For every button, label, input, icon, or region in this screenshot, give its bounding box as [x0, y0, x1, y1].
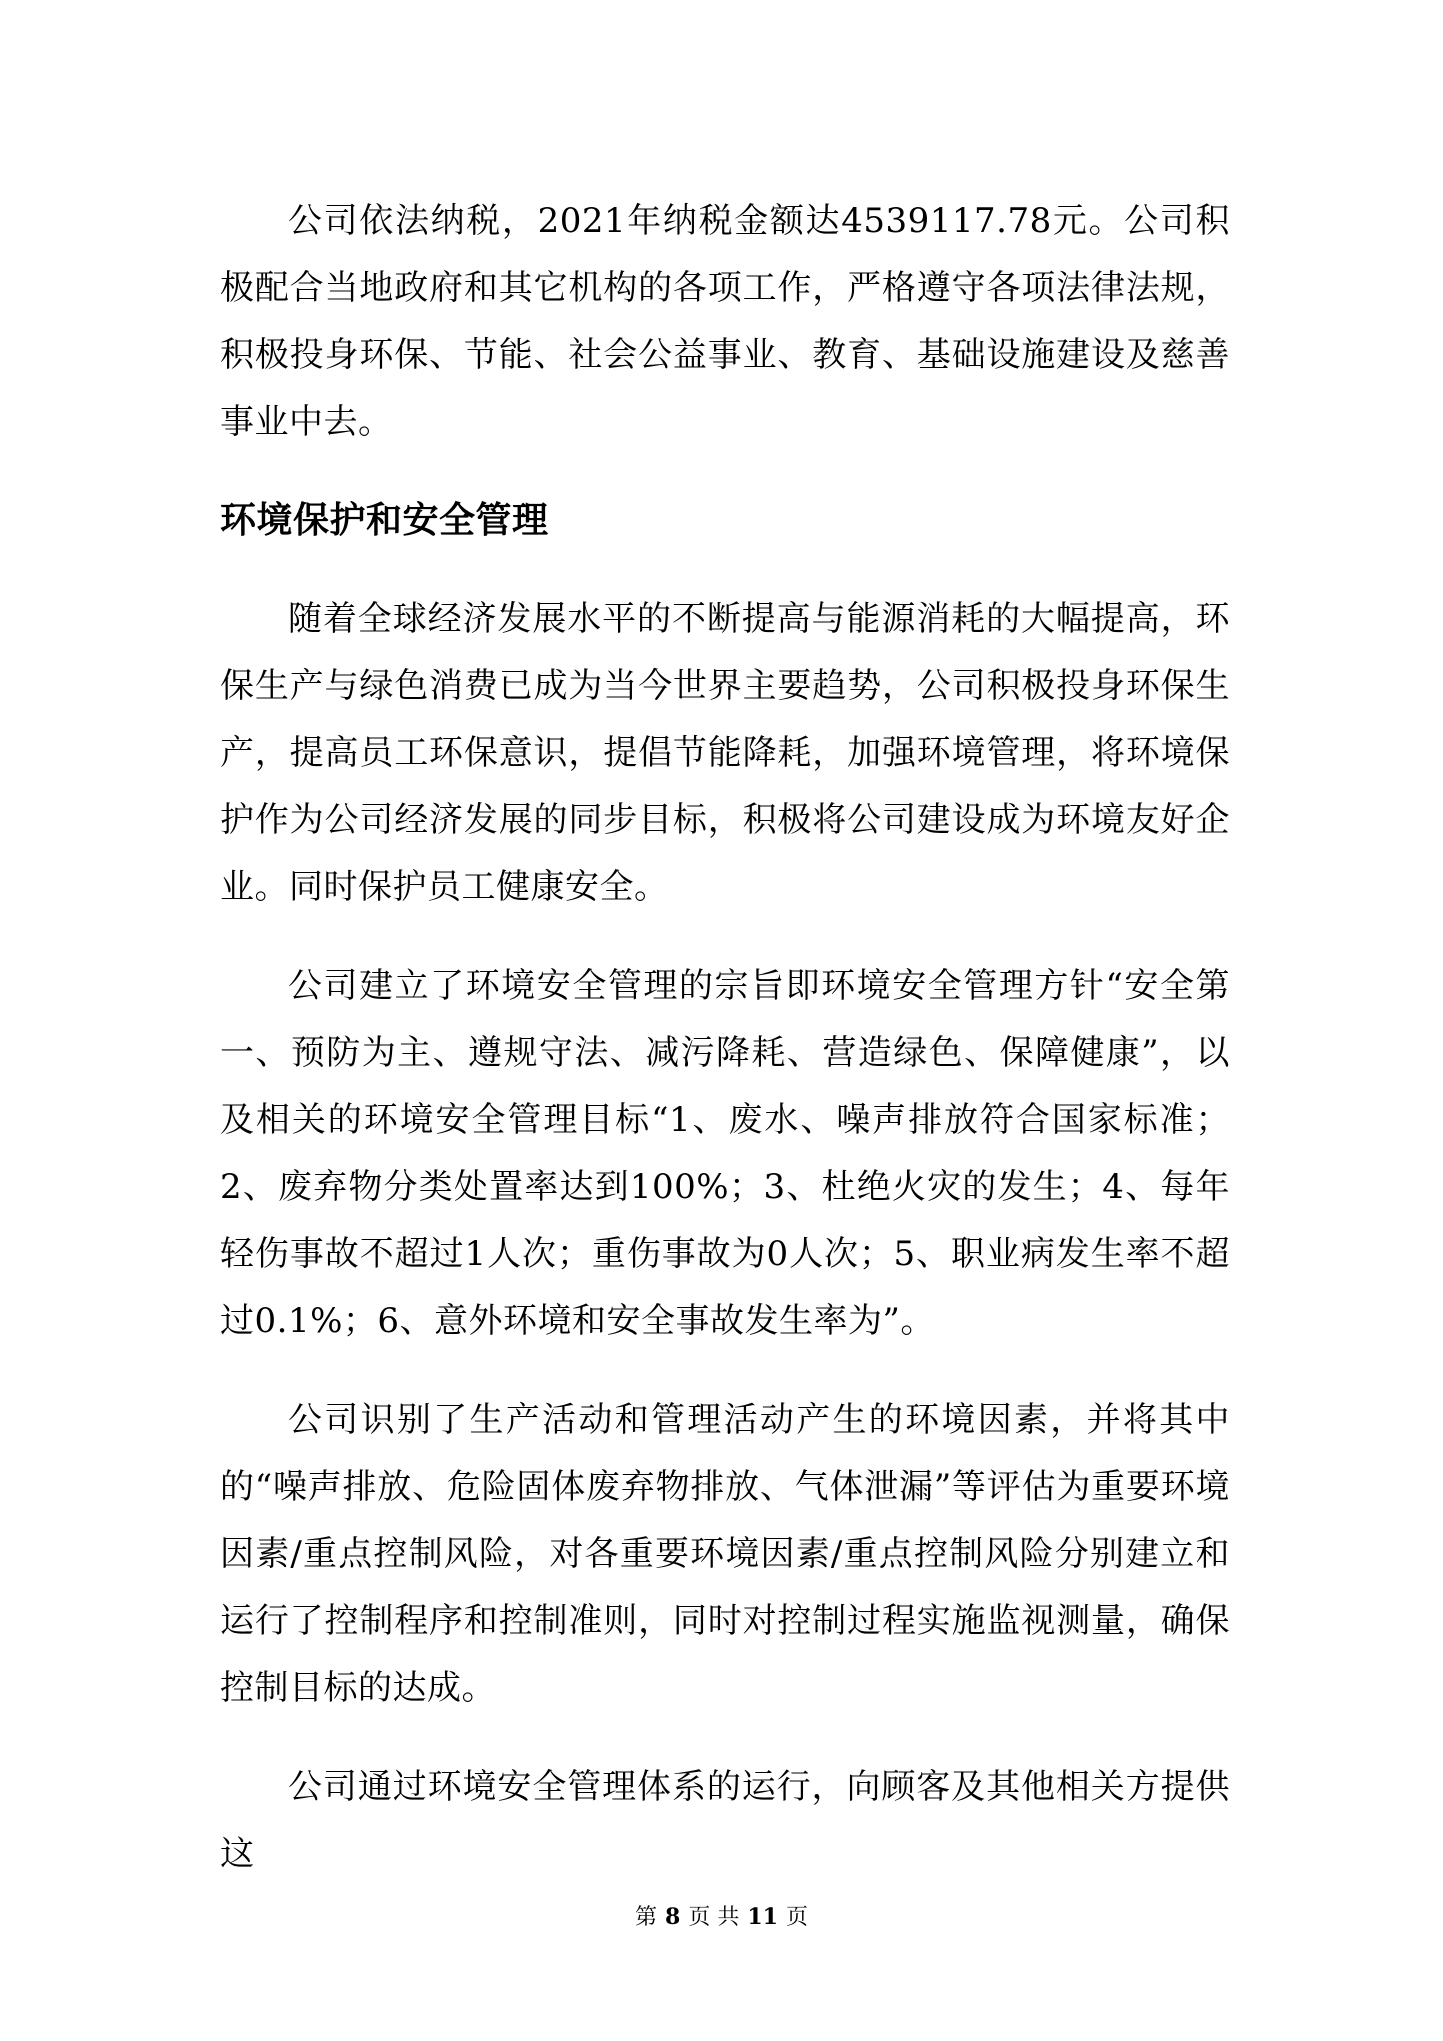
paragraph-policy-goals: 公司建立了环境安全管理的宗旨即环境安全管理方针“安全第一、预防为主、遵规守法、减污降耗、营造绿色、保障健康”，以及相关的环境安全管理目标“1、废水、噪声排放符合国家标准；2、废弃物分类处置率达到100%；3、杜绝火灾的发生；4、每年轻伤事故不超过1人次；重伤事故为0人次；5、职业病发生率不超过0.1%；6、意外环境和安全事故发生率为”。 [220, 966, 1230, 1341]
paragraph-environment-intro: 随着全球经济发展水平的不断提高与能源消耗的大幅提高，环保生产与绿色消费已成为当今世界主要趋势，公司积极投身环保生产，提高员工环保意识，提倡节能降耗，加强环境管理，将环境保护作为公司经济发展的同步目标，积极将公司建设成为环境友好企业。同时保护员工健康安全。 [220, 599, 1230, 907]
paragraph-system-operation: 公司通过环境安全管理体系的运行，向顾客及其他相关方提供这 [220, 1767, 1230, 1874]
footer-middle: 页 共 [688, 1905, 740, 1930]
section-heading: 环境保护和安全管理 [220, 500, 549, 541]
paragraph-tax: 公司依法纳税，2021年纳税金额达4539117.78元。公司积极配合当地政府和其它机构的各项工作，严格遵守各项法律法规，积极投身环保、节能、社会公益事业、教育、基础设施建设及慈善事业中去。 [220, 201, 1230, 442]
footer-suffix: 页 [785, 1905, 808, 1930]
footer-total-pages: 11 [747, 1904, 778, 1930]
paragraph-risk-factors: 公司识别了生产活动和管理活动产生的环境因素，并将其中的“噪声排放、危险固体废弃物排放、气体泄漏”等评估为重要环境因素/重点控制风险，对各重要环境因素/重点控制风险分别建立和运行了控制程序和控制准则，同时对控制过程实施监视测量，确保控制目标的达成。 [220, 1400, 1230, 1708]
footer-prefix: 第 [635, 1905, 658, 1930]
page-footer [0, 1900, 1443, 1931]
footer-current-page: 8 [665, 1904, 681, 1930]
page-body [220, 188, 1230, 1888]
